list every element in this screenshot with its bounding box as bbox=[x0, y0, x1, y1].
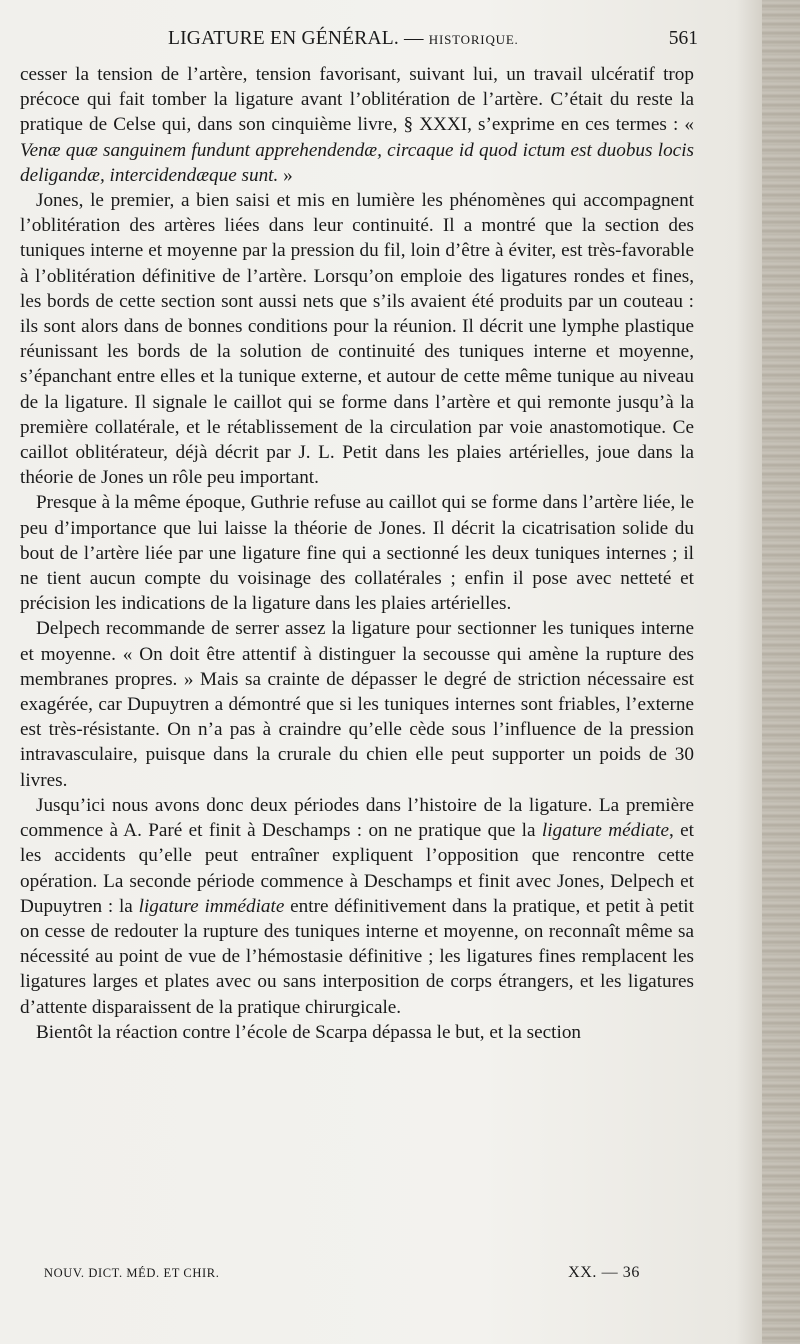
text-run: Presque à la même époque, Guthrie refuse au caillot qui se forme dans l’artère liée, le peu d’importance que lui laisse la théorie de Jones. Il décrit la cicatrisation solide du bout de l’artère liée par une ligature fine qui a sectionné les deux tuniques internes ; il ne tient aucun compte du voisinage des collatérales ; enfin il pose avec netteté et précision les indications de la ligature dans les plaies artérielles. bbox=[20, 492, 694, 615]
body-text bbox=[20, 62, 694, 1045]
text-run: Delpech recommande de serrer assez la ligature pour sectionner les tuniques interne et moyenne. « On doit être attentif à distinguer la secousse qui amène la rupture des membranes propres. » Mais sa crainte de dépasser le degré de striction nécessaire est exagérée, car Dupuytren a démontré que si les tuniques internes sont friables, l’externe est très-résistante. On n’a pas à craindre qu’elle cède sous l’influence de la pression intravasculaire, puisque dans la crurale du chien elle peut supporter un poids de 30 livres. bbox=[20, 618, 694, 791]
text-run: Bientôt la réaction contre l’école de Scarpa dépassa le but, et la section bbox=[36, 1021, 582, 1043]
text-run: , et les accidents qu’elle peut entraîner expliquent l’opposition que rencontre cette opération. La seconde période commence à Deschamps et finit avec Jones, Delpech et Dupuytren : la bbox=[20, 820, 694, 917]
italic-text: Venæ quæ sanguinem fundunt apprehendendæ, circaque id quod ictum est duobus locis deligandæ, intercidendæque sunt. bbox=[20, 139, 694, 186]
header-subtitle: HISTORIQUE. bbox=[428, 32, 519, 47]
text-run: Jones, le premier, a bien saisi et mis en lumière les phénomènes qui accompagnent l’oblitération des artères liées dans leur continuité. Il a montré que la section des tuniques interne et moyenne par la pression du fil, loin d’être à éviter, est très-favorable à l’oblitération définitive de l’artère. Lorsqu’on emploie des ligatures rondes et fines, les bords de cette section sont aussi nets que s’ils avaient été produits par un couteau : ils sont alors dans de bonnes conditions pour la réunion. Il décrit une lymphe plastique réunissant les bords de la solution de continuité des tuniques interne et moyenne, s’épanchant entre elles et la tunique externe, et autour de cette même tunique au niveau de la ligature. Il signale le caillot qui se forme dans l’artère et qui remonte jusqu’à la première collatérale, et le rétablissement de la circulation par voie anastomotique. Ce caillot oblitérateur, déjà décrit par J. L. Petit dans les plaies artérielles, joue dans la théorie de Jones un rôle peu important. bbox=[20, 190, 694, 489]
page-binding-edge bbox=[762, 0, 800, 1344]
footer-volume-signature: XX. — 36 bbox=[568, 1264, 640, 1281]
header-title: LIGATURE EN GÉNÉRAL. bbox=[168, 28, 399, 49]
paragraph bbox=[20, 616, 694, 792]
page-number: 561 bbox=[668, 28, 698, 49]
paragraph bbox=[20, 793, 694, 1020]
italic-text: ligature médiate bbox=[541, 820, 669, 842]
footer-publication: NOUV. DICT. MÉD. ET CHIR. bbox=[44, 1266, 220, 1280]
paragraph bbox=[20, 1020, 694, 1045]
running-header bbox=[20, 26, 698, 56]
paragraph bbox=[20, 62, 694, 188]
italic-text: ligature immédiate bbox=[138, 895, 285, 917]
text-run: entre définitivement dans la pratique, et petit à petit on cesse de redouter la rupture des tuniques interne et moyenne, on reconnaît même sa nécessité au point de vue de l’hémostasie définitive ; les ligatures fines remplacent les ligatures larges et plates avec ou sans interposition de corps étrangers, et les ligatures d’attente disparaissent de la pratique chirurgicale. bbox=[20, 895, 694, 1018]
header-separator: — bbox=[398, 28, 429, 49]
running-title bbox=[168, 28, 519, 50]
text-run: » bbox=[278, 164, 293, 186]
text-run: cesser la tension de l’artère, tension favorisant, suivant lui, un travail ulcératif trop précoce qui fait tomber la ligature avant l’oblitération de l’artère. C’était du reste la pratique de Celse qui, dans son cinquième livre, § XXXI, s’exprime en ces termes : « bbox=[20, 64, 694, 136]
text-run: Jusqu’ici nous avons donc deux périodes dans l’histoire de la ligature. La première commence à A. Paré et finit à Deschamps : on ne pratique que la bbox=[20, 794, 694, 842]
paragraph bbox=[20, 490, 694, 616]
paragraph bbox=[20, 188, 694, 490]
